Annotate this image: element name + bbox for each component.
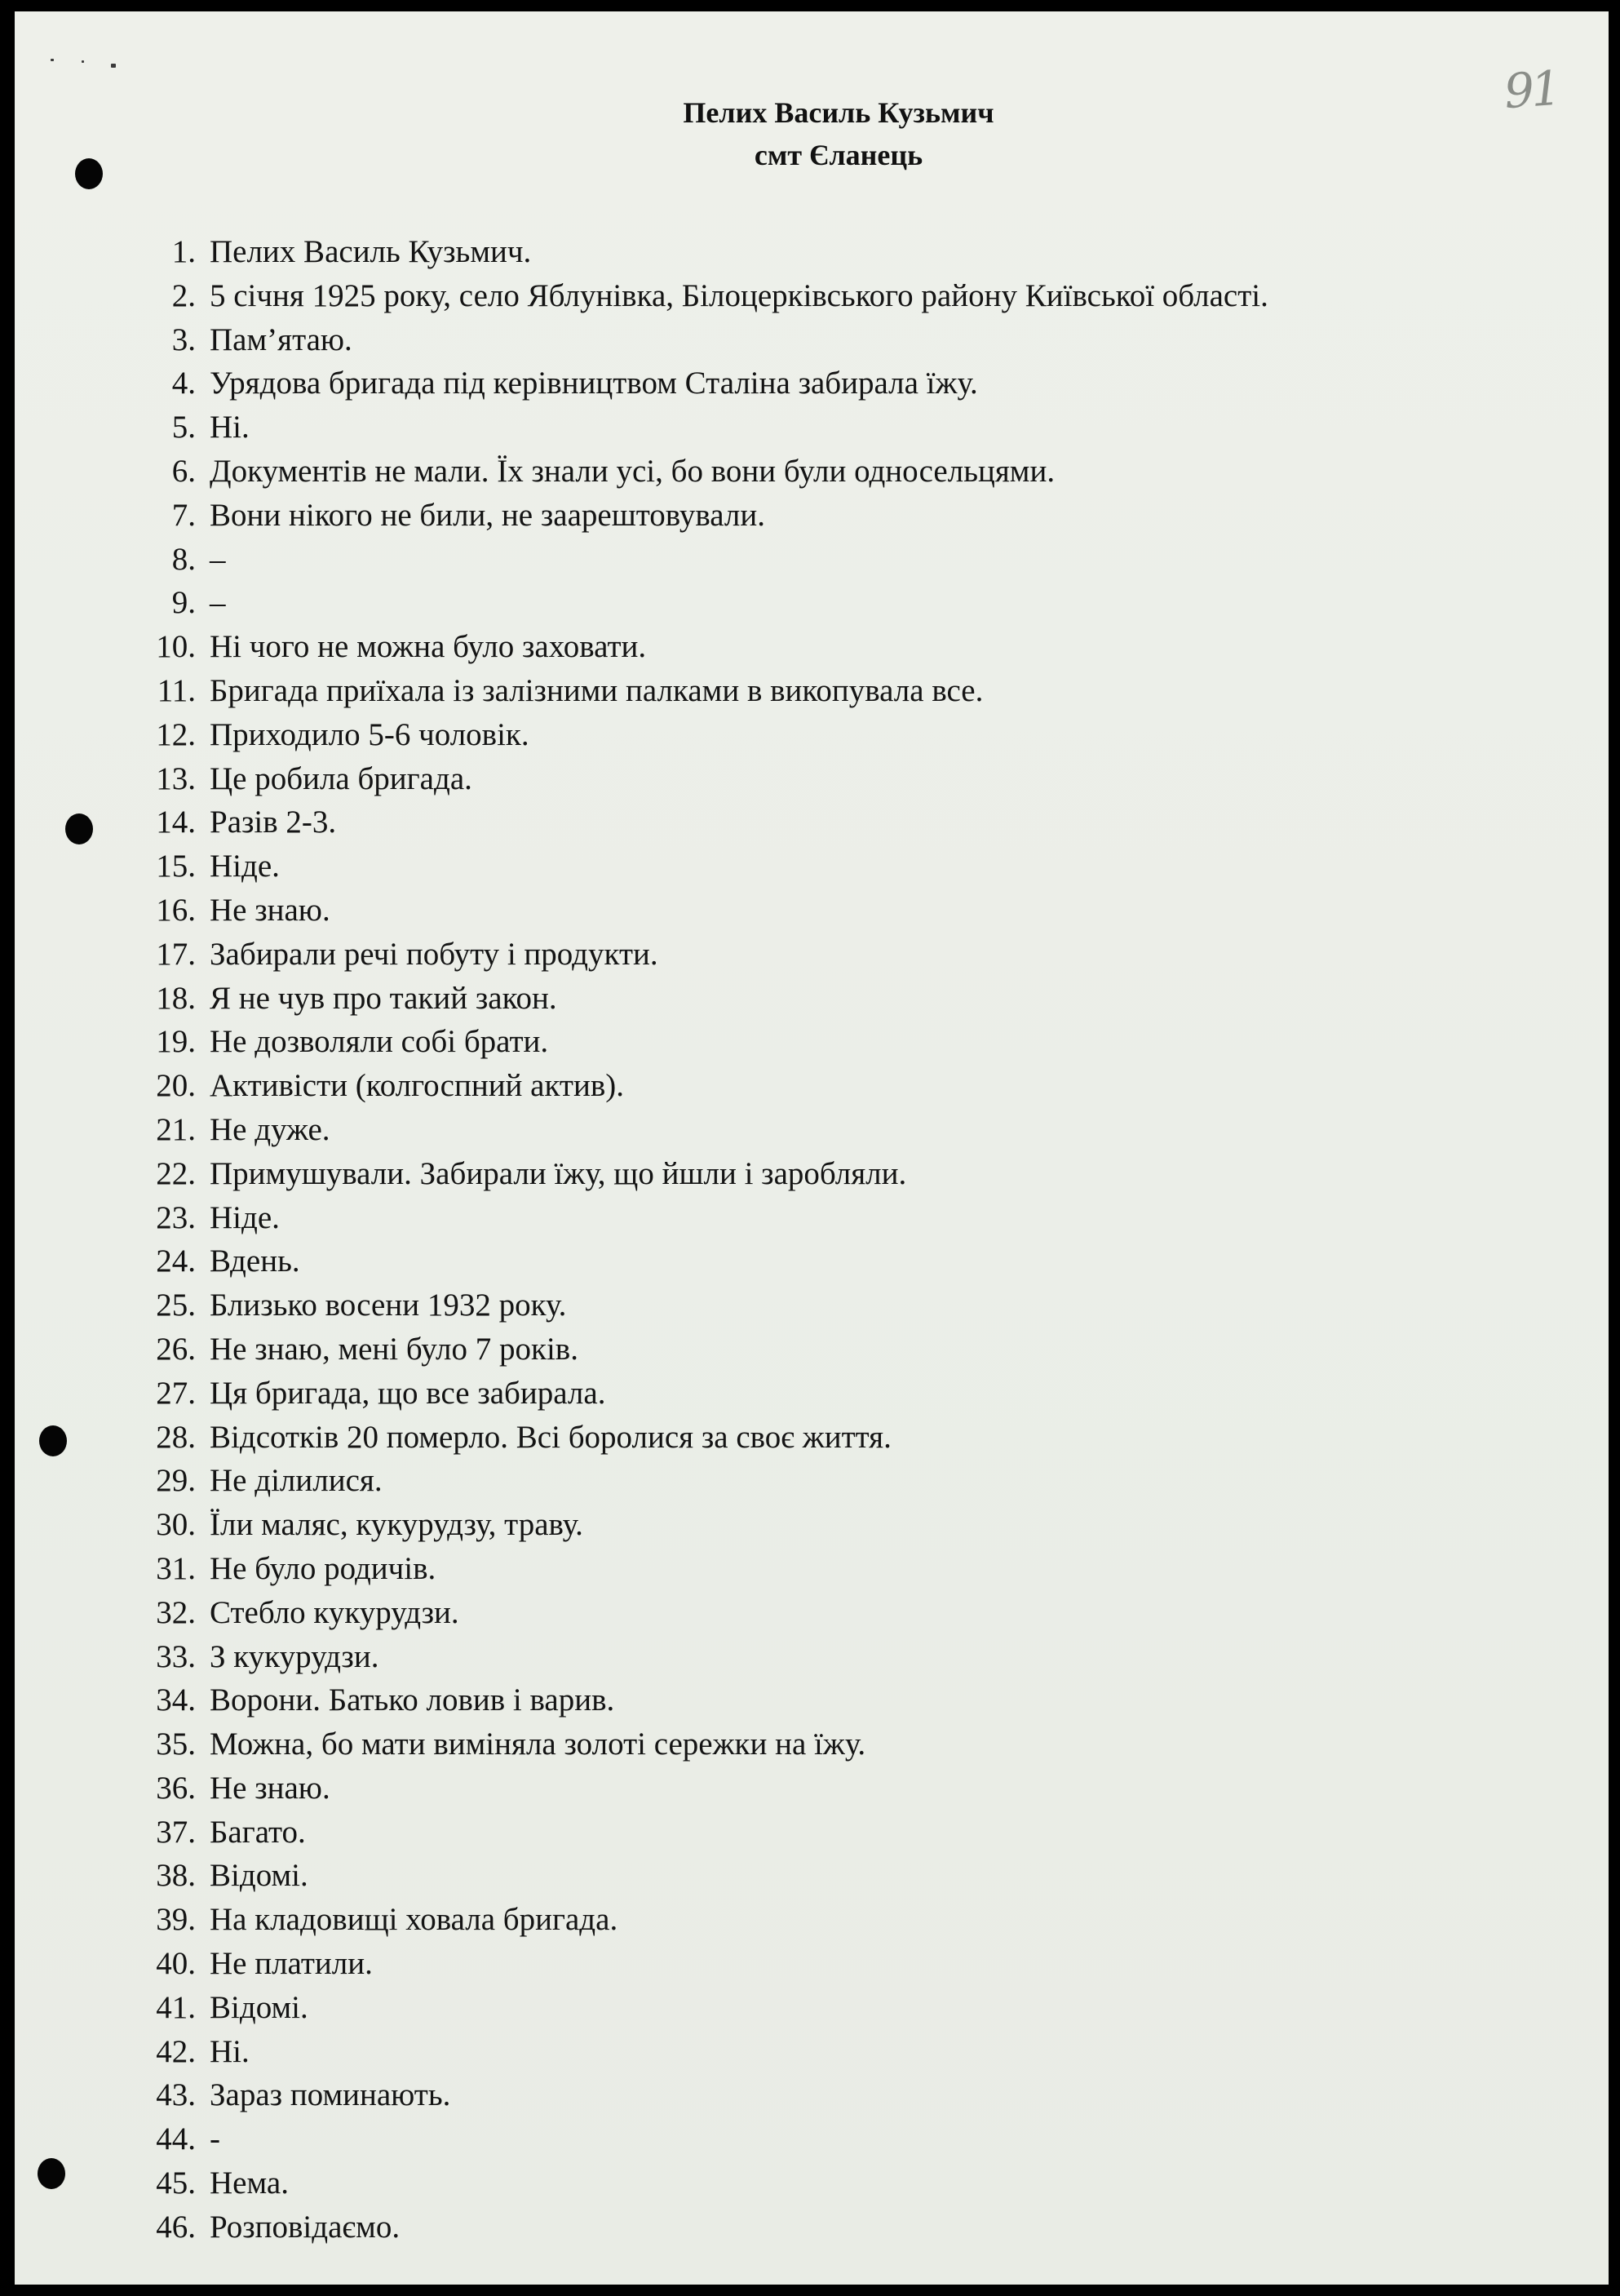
answer-text: Можна, бо мати виміняла золоті сережки на їжу. (210, 1726, 866, 1762)
punch-hole (65, 813, 93, 844)
answer-number: 45. (156, 2165, 196, 2201)
answer-number: 25. (156, 1288, 196, 1323)
answer-number: 32. (156, 1594, 196, 1630)
scan-speck (51, 59, 54, 61)
answer-text: Не було родичів. (210, 1550, 436, 1586)
page-number: 91 (1502, 60, 1560, 120)
answer-text: Ця бригада, що все забирала. (210, 1375, 606, 1411)
answer-number: 31. (156, 1550, 196, 1586)
answer-number: 14. (156, 804, 196, 840)
answer-text: Близько восени 1932 року. (210, 1288, 567, 1323)
answer-number: 21. (156, 1111, 196, 1147)
answer-number: 33. (156, 1638, 196, 1674)
answer-number: 11. (157, 672, 196, 708)
answer-number: 19. (156, 1024, 196, 1060)
answer-number: 15. (156, 849, 196, 884)
answer-text: Відсотків 20 померло. Всі боролися за своє життя. (210, 1419, 892, 1455)
answer-text: Пелих Василь Кузьмич. (210, 234, 532, 269)
answer-text: Разів 2-3. (210, 804, 337, 840)
answer-text: – (210, 585, 226, 621)
answer-number: 39. (156, 1902, 196, 1938)
answer-text: Примушували. Забирали їжу, що йшли і заробляли. (210, 1155, 907, 1191)
answer-text: Бригада приїхала із залізними палками в викопувала все. (210, 672, 984, 708)
answer-number: 44. (156, 2121, 196, 2157)
answer-number: 3. (171, 321, 196, 357)
answer-text: Це робила бригада. (210, 760, 472, 796)
punch-hole (38, 2158, 65, 2189)
answer-text: Вони нікого не били, не заарештовували. (210, 497, 765, 533)
answer-text: Їли маляс, кукурудзу, траву. (210, 1507, 583, 1543)
answer-number: 20. (156, 1068, 196, 1104)
answer-text: Не знаю, мені було 7 років. (210, 1331, 578, 1367)
answer-text: З кукурудзи. (210, 1638, 379, 1674)
answer-text: Не дозволяли собі брати. (210, 1024, 549, 1060)
answer-number: 22. (156, 1155, 196, 1191)
answer-number: 18. (156, 980, 196, 1016)
answer-number: 43. (156, 2077, 196, 2113)
answer-text: Я не чув про такий закон. (210, 980, 557, 1016)
scan-speck (111, 64, 116, 68)
answer-number: 37. (156, 1814, 196, 1850)
answer-text: Ніде. (210, 1199, 280, 1235)
answer-text: Ні чого не можна було заховати. (210, 629, 647, 665)
answer-number: 36. (156, 1770, 196, 1806)
answer-number: 28. (156, 1419, 196, 1455)
answer-text: - (210, 2121, 220, 2157)
answer-text: Ворони. Батько ловив і варив. (210, 1682, 615, 1718)
answer-text: Зараз поминають. (210, 2077, 451, 2113)
answer-number: 2. (171, 277, 196, 313)
answer-text: Активісти (колгоспний актив). (210, 1068, 624, 1104)
answer-number: 35. (156, 1726, 196, 1762)
document-page (15, 11, 1609, 2285)
answer-text: Ніде. (210, 849, 280, 884)
answer-number: 30. (156, 1507, 196, 1543)
answer-number: 26. (156, 1331, 196, 1367)
answer-number: 40. (156, 1946, 196, 1982)
answer-text: Нема. (210, 2165, 289, 2201)
answer-text: Багато. (210, 1814, 306, 1850)
answer-text: Приходило 5-6 чоловік. (210, 716, 529, 752)
answer-text: Вдень. (210, 1243, 300, 1279)
answer-text: На кладовищі ховала бригада. (210, 1902, 618, 1938)
answer-number: 17. (156, 936, 196, 972)
answer-text: Не платили. (210, 1946, 373, 1982)
answer-text: 5 січня 1925 року, село Яблунівка, Білоцерківського району Київської області. (210, 277, 1268, 313)
answer-number: 4. (171, 366, 196, 401)
respondent-place: смт Єланець (754, 139, 923, 171)
answer-text: Розповідаємо. (210, 2209, 401, 2245)
answer-number: 12. (156, 716, 196, 752)
answer-number: 16. (156, 892, 196, 928)
answer-number: 13. (156, 760, 196, 796)
answer-text: Пам’ятаю. (210, 321, 352, 357)
answer-number: 27. (156, 1375, 196, 1411)
answer-text: Не знаю. (210, 892, 330, 928)
scan-speck (82, 60, 84, 63)
answer-number: 9. (171, 585, 196, 621)
answer-text: Не ділилися. (210, 1463, 383, 1499)
answer-text: Документів не мали. Їх знали усі, бо вони були односельцями. (210, 453, 1056, 489)
answer-number: 42. (156, 2033, 196, 2069)
answer-number: 10. (156, 629, 196, 665)
answer-text: Відомі. (210, 1858, 308, 1894)
answer-number: 38. (156, 1858, 196, 1894)
answer-number: 5. (171, 410, 196, 445)
answer-text: Ні. (210, 410, 250, 445)
answer-text: Ні. (210, 2033, 250, 2069)
answer-number: 29. (156, 1463, 196, 1499)
answer-text: Урядова бригада під керівництвом Сталіна забирала їжу. (210, 366, 978, 401)
document-header (15, 91, 1609, 176)
answer-text: Не знаю. (210, 1770, 330, 1806)
answer-number: 6. (171, 453, 196, 489)
answer-number: 1. (171, 234, 196, 269)
answer-number: 46. (156, 2209, 196, 2245)
answer-text: Не дуже. (210, 1111, 330, 1147)
answer-text: Відомі. (210, 1989, 308, 2025)
answer-number: 8. (171, 541, 196, 577)
respondent-name: Пелих Василь Кузьмич (683, 96, 994, 129)
answer-text: Забирали речі побуту і продукти. (210, 936, 658, 972)
answer-number: 7. (171, 497, 196, 533)
answer-number: 41. (156, 1989, 196, 2025)
answer-text: – (210, 541, 226, 577)
answer-text: Стебло кукурудзи. (210, 1594, 459, 1630)
answer-number: 34. (156, 1682, 196, 1718)
answer-number: 24. (156, 1243, 196, 1279)
answer-number: 23. (156, 1199, 196, 1235)
punch-hole (75, 158, 103, 189)
punch-hole (39, 1425, 67, 1456)
